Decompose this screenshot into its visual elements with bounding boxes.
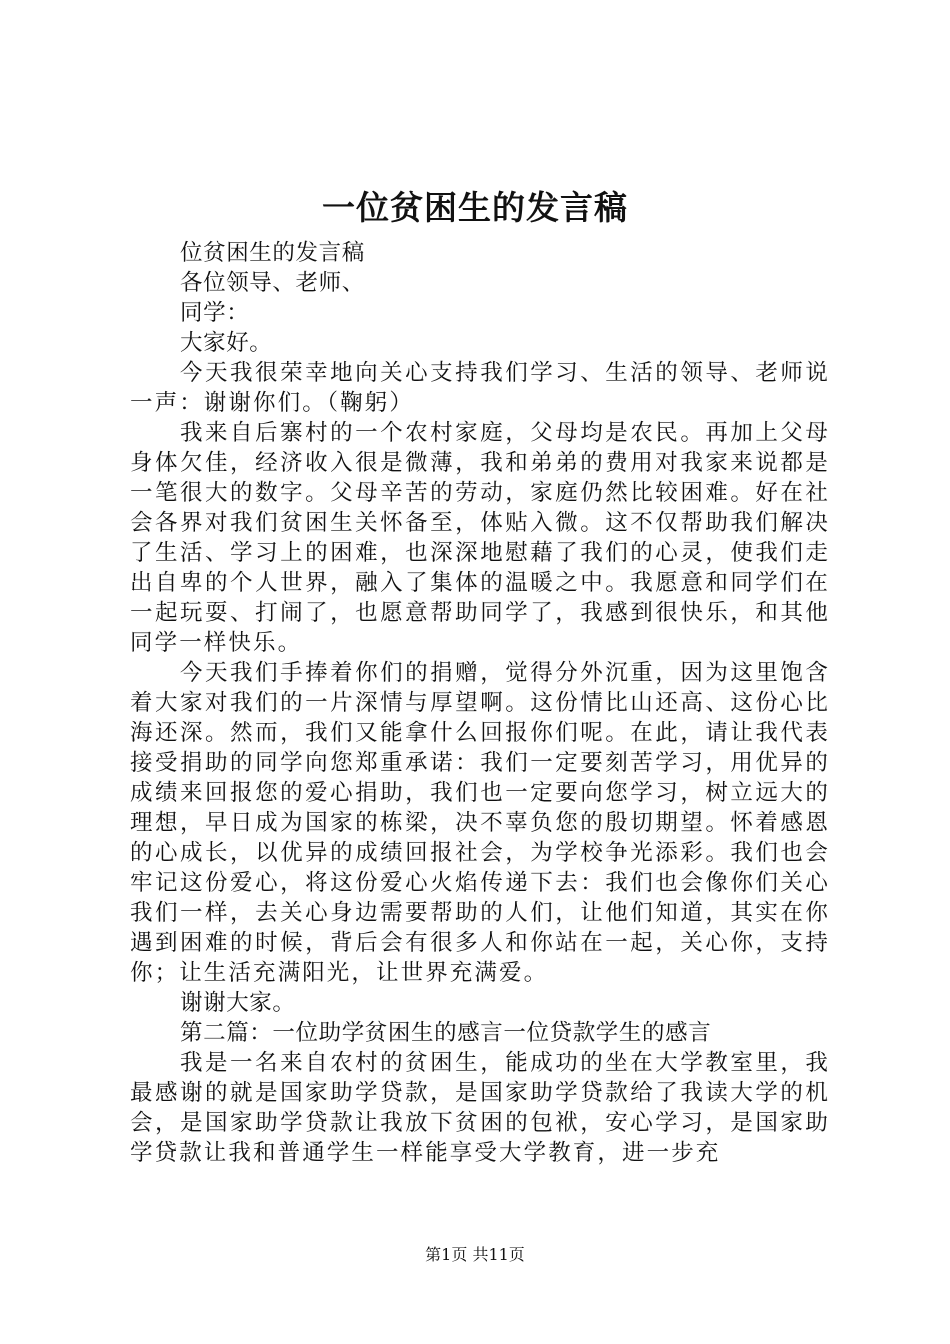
paragraph: 位贫困生的发言稿 — [180, 240, 365, 266]
paragraph: 我来自后寨村的一个农村家庭，父母均是农民。再加上父母身体欠佳，经济收入很是微薄，我和弟弟的费用对我家来说都是一笔很大的数字。父母辛苦的劳动，家庭仍然比较困难。好在社会各界对我们贫困生关怀备至，体贴入微。这不仅帮助我们解决了生活、学习上的困难，也深深地慰藉了我们的心灵，使我们走出自卑的个人世界，融入了集体的温暖之中。我愿意和同学们在一起玩耍、打闹了，也愿意帮助同学了，我感到很快乐，和其他同学一样快乐。 — [130, 420, 830, 656]
paragraph: 今天我们手捧着你们的捐赠，觉得分外沉重，因为这里饱含着大家对我们的一片深情与厚望啊。这份情比山还高、这份心比海还深。然而，我们又能拿什么回报你们呢。在此，请让我代表接受捐助的同学向您郑重承诺：我们一定要刻苦学习，用优异的成绩来回报您的爱心捐助，我们也一定要向您学习，树立远大的理想，早日成为国家的栋梁，决不辜负您的殷切期望。怀着感恩的心成长，以优异的成绩回报社会，为学校争光添彩。我们也会牢记这份爱心，将这份爱心火焰传递下去：我们也会像你们关心我们一样，去关心身边需要帮助的人们，让他们知道，其实在你遇到困难的时候，背后会有很多人和你站在一起，关心你，支持你；让生活充满阳光，让世界充满爱。 — [130, 660, 830, 986]
paragraph: 谢谢大家。 — [180, 990, 296, 1016]
document-title: 一位贫困生的发言稿 — [322, 188, 628, 227]
page-number-footer: 第1页 共11页 — [425, 1245, 525, 1264]
paragraph: 各位领导、老师、 — [180, 270, 365, 296]
paragraph: 大家好。 — [180, 330, 273, 356]
section-heading: 第二篇：一位助学贫困生的感言一位贷款学生的感言 — [180, 1020, 712, 1046]
document-body — [130, 238, 830, 1168]
paragraph: 今天我很荣幸地向关心支持我们学习、生活的领导、老师说一声：谢谢你们。（鞠躬） — [130, 360, 830, 416]
paragraph: 我是一名来自农村的贫困生，能成功的坐在大学教室里，我最感谢的就是国家助学贷款，是国家助学贷款给了我读大学的机会，是国家助学贷款让我放下贫困的包袱，安心学习，是国家助学贷款让我和普通学生一样能享受大学教育，进一步充 — [130, 1050, 830, 1166]
paragraph: 同学： — [180, 300, 250, 326]
